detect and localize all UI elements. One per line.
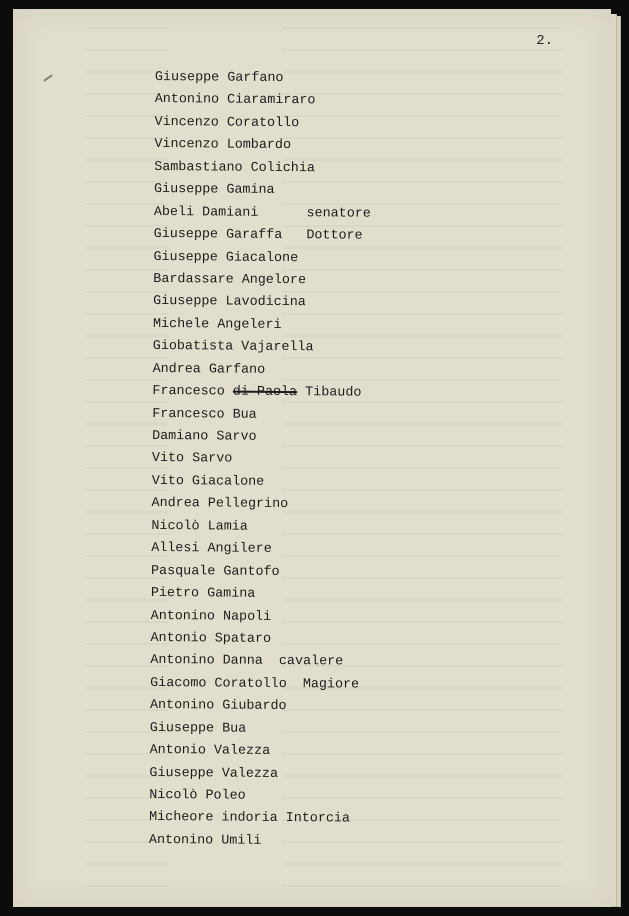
entry-name: Pasquale Gantofo	[150, 563, 280, 580]
entry-title: senatore	[306, 205, 371, 222]
list-item	[149, 807, 366, 831]
list-item	[151, 493, 368, 517]
list-item	[154, 134, 371, 158]
entry-title: Magiore	[302, 676, 360, 693]
entry-name: Antonio Valezza	[149, 743, 271, 760]
entry-name: Giuseppe Bua	[149, 720, 247, 737]
list-item	[155, 89, 372, 113]
entry-name: Antonino Danna	[150, 653, 263, 670]
entry-name: Antonino Ciaramiraro	[154, 92, 316, 109]
struck-text: di Paola	[232, 384, 298, 401]
list-item	[153, 269, 370, 293]
entry-name: Vincenzo Coratollo	[154, 114, 300, 132]
entry-name: Andrea Garfano	[152, 361, 266, 378]
entry-name: Abeli Damiani	[153, 204, 259, 221]
entry-name: Antonio Spataro	[150, 630, 272, 647]
list-item	[151, 516, 368, 540]
name-list	[149, 67, 372, 854]
entry-name: Michele Angeleri	[152, 316, 282, 333]
list-item	[150, 650, 367, 674]
list-item	[151, 605, 368, 629]
list-item	[151, 583, 368, 607]
entry-name: Antonino Napoli	[150, 608, 272, 625]
entry-name: Francesco Bua	[152, 406, 257, 423]
list-item	[149, 763, 366, 787]
list-item	[152, 471, 369, 495]
entry-name: Vito Sarvo	[151, 451, 233, 468]
entry-name: Nicolò Lamia	[151, 518, 248, 535]
list-item	[150, 673, 367, 697]
list-item	[149, 785, 366, 809]
entry-name: Andrea Pellegrino	[151, 496, 289, 513]
entry-name: Francesco	[152, 384, 225, 400]
list-item	[154, 224, 371, 248]
list-item	[152, 448, 369, 472]
list-item	[154, 202, 371, 226]
list-item	[152, 404, 369, 428]
entry-name-correction: Tibaudo	[305, 385, 362, 401]
entry-title: cavalere	[278, 654, 344, 670]
entry-name: Antonino Umili	[148, 832, 262, 849]
entry-name: Giuseppe Garfano	[154, 69, 284, 87]
entry-name: Giacomo Coratollo	[150, 675, 287, 692]
entry-name: Vito Giacalone	[151, 473, 265, 490]
list-item	[154, 179, 371, 203]
list-item	[153, 246, 370, 270]
list-item	[154, 112, 371, 136]
entry-name: Nicolò Poleo	[149, 787, 246, 804]
entry-name: Antonino Giubardo	[149, 698, 287, 715]
entry-name: Giuseppe Gamina	[153, 182, 275, 199]
list-item	[152, 381, 369, 405]
list-item	[149, 830, 366, 854]
entry-name: Giuseppe Garaffa	[153, 227, 283, 244]
list-item	[153, 336, 370, 360]
list-item	[150, 628, 367, 652]
entry-name: Allesi Angilere	[151, 541, 272, 558]
list-item	[150, 740, 367, 764]
list-item	[153, 291, 370, 315]
list-item	[154, 157, 371, 181]
entry-name: Pietro Gamina	[150, 586, 256, 602]
list-item	[151, 561, 368, 585]
page-number: 2.	[536, 33, 553, 49]
entry-name: Giuseppe Valezza	[149, 765, 279, 782]
list-item	[153, 359, 370, 383]
list-item	[150, 695, 367, 719]
entry-name: Giobatista Vajarella	[152, 339, 314, 356]
entry-name: Vincenzo Lombardo	[154, 137, 292, 154]
entry-name: Giuseppe Giacalone	[153, 249, 299, 266]
typewritten-page	[13, 9, 611, 907]
list-item	[150, 718, 367, 742]
entry-name: Bardassare Angelore	[153, 271, 307, 289]
entry-name: Damiano Sarvo	[152, 428, 257, 445]
list-item	[153, 314, 370, 338]
entry-name: Micheore indoria Intorcia	[149, 810, 351, 827]
list-item	[152, 426, 369, 450]
list-item	[155, 67, 372, 91]
entry-name: Sambastiano Colichia	[154, 159, 315, 177]
entry-name: Giuseppe Lavodicina	[153, 294, 306, 311]
entry-title: Dottore	[306, 228, 363, 244]
list-item	[151, 538, 368, 562]
